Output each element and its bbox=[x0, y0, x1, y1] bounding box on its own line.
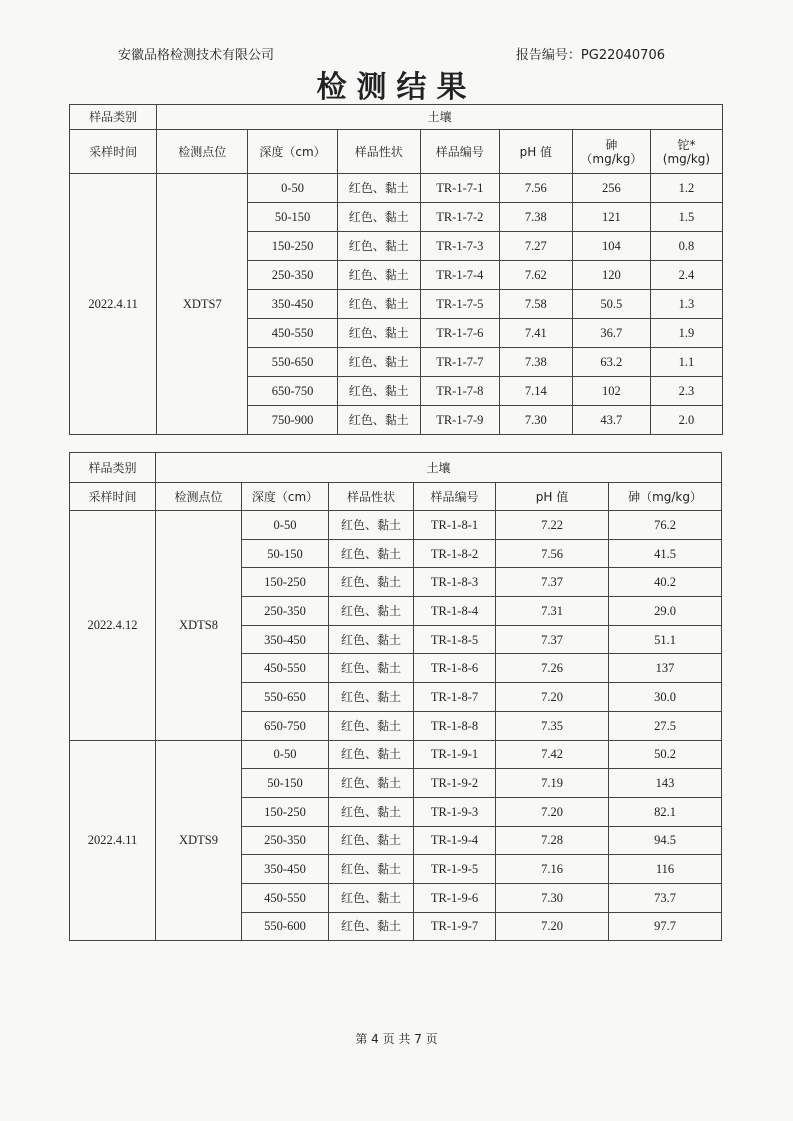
table-row bbox=[70, 174, 723, 203]
company-name: 安徽品格检测技术有限公司 bbox=[118, 48, 275, 63]
arsenic-cell: 29.0 bbox=[609, 597, 722, 626]
sample-id-cell: TR-1-8-7 bbox=[414, 683, 496, 712]
ph-cell: 7.27 bbox=[499, 232, 572, 261]
arsenic-cell: 51.1 bbox=[609, 625, 722, 654]
arsenic-cell: 143 bbox=[609, 769, 722, 798]
site-header: 检测点位 bbox=[156, 483, 242, 511]
description-cell: 红色、黏土 bbox=[329, 539, 414, 568]
description-cell: 红色、黏土 bbox=[329, 625, 414, 654]
sampling-time-header: 采样时间 bbox=[70, 483, 156, 511]
sample-id-cell: TR-1-9-7 bbox=[414, 912, 496, 941]
ph-cell: 7.58 bbox=[499, 290, 572, 319]
description-cell: 红色、黏土 bbox=[337, 348, 420, 377]
ph-cell: 7.62 bbox=[499, 261, 572, 290]
description-cell: 红色、黏土 bbox=[337, 203, 420, 232]
depth-cell: 50-150 bbox=[242, 769, 329, 798]
depth-cell: 150-250 bbox=[242, 797, 329, 826]
description-cell: 红色、黏土 bbox=[337, 261, 420, 290]
depth-cell: 450-550 bbox=[248, 319, 337, 348]
sample-id-cell: TR-1-7-3 bbox=[420, 232, 499, 261]
depth-cell: 250-350 bbox=[242, 597, 329, 626]
arsenic-cell: 120 bbox=[572, 261, 650, 290]
ph-cell: 7.37 bbox=[496, 568, 609, 597]
sample-id-cell: TR-1-7-5 bbox=[420, 290, 499, 319]
thallium-cell: 1.2 bbox=[650, 174, 722, 203]
ph-cell: 7.38 bbox=[499, 348, 572, 377]
arsenic-cell: 43.7 bbox=[572, 406, 650, 435]
thallium-cell: 1.1 bbox=[650, 348, 722, 377]
thallium-cell: 1.9 bbox=[650, 319, 722, 348]
table-row bbox=[70, 483, 722, 511]
ph-cell: 7.19 bbox=[496, 769, 609, 798]
sample-id-cell: TR-1-9-3 bbox=[414, 797, 496, 826]
sampling-site: XDTS9 bbox=[156, 740, 242, 941]
arsenic-cell: 36.7 bbox=[572, 319, 650, 348]
sample-id-cell: TR-1-8-1 bbox=[414, 511, 496, 540]
arsenic-header-name: 砷 bbox=[605, 137, 618, 152]
sample-id-cell: TR-1-7-7 bbox=[420, 348, 499, 377]
description-cell: 红色、黏土 bbox=[329, 855, 414, 884]
sample-id-cell: TR-1-9-6 bbox=[414, 883, 496, 912]
ph-cell: 7.16 bbox=[496, 855, 609, 884]
arsenic-cell: 27.5 bbox=[609, 711, 722, 740]
ph-cell: 7.30 bbox=[496, 883, 609, 912]
results-table-1 bbox=[69, 104, 723, 435]
ph-cell: 7.26 bbox=[496, 654, 609, 683]
thallium-header-unit: (mg/kg) bbox=[662, 151, 711, 166]
depth-cell: 450-550 bbox=[242, 883, 329, 912]
depth-cell: 350-450 bbox=[248, 290, 337, 319]
ph-cell: 7.38 bbox=[499, 203, 572, 232]
arsenic-cell: 256 bbox=[572, 174, 650, 203]
arsenic-header bbox=[572, 130, 650, 174]
sampling-date: 2022.4.12 bbox=[70, 511, 156, 741]
report-number: 报告编号：PG22040706 bbox=[515, 48, 665, 63]
sample-id-cell: TR-1-8-8 bbox=[414, 711, 496, 740]
ph-cell: 7.31 bbox=[496, 597, 609, 626]
arsenic-header-unit: （mg/kg） bbox=[580, 151, 643, 166]
depth-cell: 50-150 bbox=[248, 203, 337, 232]
thallium-header-name: 铊* bbox=[677, 137, 696, 152]
thallium-header bbox=[650, 130, 722, 174]
arsenic-cell: 121 bbox=[572, 203, 650, 232]
category-label: 样品类别 bbox=[70, 105, 157, 130]
arsenic-cell: 41.5 bbox=[609, 539, 722, 568]
depth-cell: 550-650 bbox=[242, 683, 329, 712]
arsenic-cell: 137 bbox=[609, 654, 722, 683]
description-cell: 红色、黏土 bbox=[329, 883, 414, 912]
sample-id-cell: TR-1-9-1 bbox=[414, 740, 496, 769]
ph-header: pH 值 bbox=[496, 483, 609, 511]
site-header: 检测点位 bbox=[157, 130, 248, 174]
arsenic-cell: 97.7 bbox=[609, 912, 722, 941]
table-row bbox=[70, 453, 722, 483]
sample-id-cell: TR-1-7-4 bbox=[420, 261, 499, 290]
category-label: 样品类别 bbox=[70, 453, 156, 483]
sample-id-cell: TR-1-7-6 bbox=[420, 319, 499, 348]
ph-cell: 7.14 bbox=[499, 377, 572, 406]
description-cell: 红色、黏土 bbox=[337, 290, 420, 319]
arsenic-cell: 50.5 bbox=[572, 290, 650, 319]
table-row bbox=[70, 511, 722, 540]
arsenic-cell: 82.1 bbox=[609, 797, 722, 826]
description-cell: 红色、黏土 bbox=[337, 406, 420, 435]
sample-id-cell: TR-1-8-5 bbox=[414, 625, 496, 654]
depth-cell: 650-750 bbox=[248, 377, 337, 406]
ph-cell: 7.28 bbox=[496, 826, 609, 855]
arsenic-cell: 94.5 bbox=[609, 826, 722, 855]
arsenic-header: 砷（mg/kg） bbox=[609, 483, 722, 511]
depth-cell: 0-50 bbox=[242, 511, 329, 540]
sample-id-cell: TR-1-7-9 bbox=[420, 406, 499, 435]
ph-cell: 7.20 bbox=[496, 683, 609, 712]
thallium-cell: 0.8 bbox=[650, 232, 722, 261]
description-cell: 红色、黏土 bbox=[337, 232, 420, 261]
depth-cell: 350-450 bbox=[242, 625, 329, 654]
sampling-date: 2022.4.11 bbox=[70, 740, 156, 941]
arsenic-cell: 30.0 bbox=[609, 683, 722, 712]
sampling-date: 2022.4.11 bbox=[70, 174, 157, 435]
description-header: 样品性状 bbox=[337, 130, 420, 174]
description-cell: 红色、黏土 bbox=[329, 654, 414, 683]
sampling-site: XDTS7 bbox=[157, 174, 248, 435]
sample-id-cell: TR-1-9-2 bbox=[414, 769, 496, 798]
thallium-cell: 2.3 bbox=[650, 377, 722, 406]
description-cell: 红色、黏土 bbox=[329, 912, 414, 941]
table-row bbox=[70, 130, 723, 174]
sample-id-cell: TR-1-7-2 bbox=[420, 203, 499, 232]
depth-cell: 350-450 bbox=[242, 855, 329, 884]
arsenic-cell: 40.2 bbox=[609, 568, 722, 597]
arsenic-cell: 73.7 bbox=[609, 883, 722, 912]
ph-cell: 7.56 bbox=[499, 174, 572, 203]
ph-cell: 7.56 bbox=[496, 539, 609, 568]
description-cell: 红色、黏土 bbox=[329, 797, 414, 826]
sample-id-cell: TR-1-9-5 bbox=[414, 855, 496, 884]
sampling-time-header: 采样时间 bbox=[70, 130, 157, 174]
sample-id-cell: TR-1-7-8 bbox=[420, 377, 499, 406]
thallium-cell: 2.0 bbox=[650, 406, 722, 435]
sampling-site: XDTS8 bbox=[156, 511, 242, 741]
depth-cell: 550-650 bbox=[248, 348, 337, 377]
page-footer: 第 4 页 共 7 页 bbox=[355, 1032, 438, 1046]
depth-cell: 650-750 bbox=[242, 711, 329, 740]
arsenic-cell: 102 bbox=[572, 377, 650, 406]
arsenic-cell: 76.2 bbox=[609, 511, 722, 540]
description-header: 样品性状 bbox=[329, 483, 414, 511]
results-table-2 bbox=[69, 452, 722, 941]
ph-cell: 7.35 bbox=[496, 711, 609, 740]
description-cell: 红色、黏土 bbox=[329, 740, 414, 769]
description-cell: 红色、黏土 bbox=[337, 377, 420, 406]
thallium-cell: 2.4 bbox=[650, 261, 722, 290]
arsenic-cell: 104 bbox=[572, 232, 650, 261]
sample-id-cell: TR-1-7-1 bbox=[420, 174, 499, 203]
description-cell: 红色、黏土 bbox=[329, 597, 414, 626]
sample-id-header: 样品编号 bbox=[420, 130, 499, 174]
depth-cell: 50-150 bbox=[242, 539, 329, 568]
description-cell: 红色、黏土 bbox=[329, 826, 414, 855]
ph-cell: 7.42 bbox=[496, 740, 609, 769]
sample-id-header: 样品编号 bbox=[414, 483, 496, 511]
table-row bbox=[70, 105, 723, 130]
thallium-cell: 1.5 bbox=[650, 203, 722, 232]
sample-id-cell: TR-1-8-2 bbox=[414, 539, 496, 568]
description-cell: 红色、黏土 bbox=[337, 174, 420, 203]
depth-cell: 150-250 bbox=[242, 568, 329, 597]
arsenic-cell: 63.2 bbox=[572, 348, 650, 377]
ph-cell: 7.37 bbox=[496, 625, 609, 654]
ph-cell: 7.22 bbox=[496, 511, 609, 540]
category-value: 土壤 bbox=[157, 105, 723, 130]
description-cell: 红色、黏土 bbox=[329, 711, 414, 740]
ph-cell: 7.30 bbox=[499, 406, 572, 435]
depth-cell: 150-250 bbox=[248, 232, 337, 261]
depth-header: 深度（cm） bbox=[248, 130, 337, 174]
description-cell: 红色、黏土 bbox=[329, 511, 414, 540]
page-title: 检测结果 bbox=[316, 70, 477, 105]
depth-cell: 0-50 bbox=[248, 174, 337, 203]
depth-cell: 450-550 bbox=[242, 654, 329, 683]
ph-cell: 7.41 bbox=[499, 319, 572, 348]
sample-id-cell: TR-1-8-3 bbox=[414, 568, 496, 597]
arsenic-cell: 116 bbox=[609, 855, 722, 884]
depth-cell: 250-350 bbox=[242, 826, 329, 855]
depth-cell: 750-900 bbox=[248, 406, 337, 435]
depth-cell: 550-600 bbox=[242, 912, 329, 941]
description-cell: 红色、黏土 bbox=[329, 769, 414, 798]
arsenic-cell: 50.2 bbox=[609, 740, 722, 769]
description-cell: 红色、黏土 bbox=[329, 683, 414, 712]
category-value: 土壤 bbox=[156, 453, 722, 483]
depth-cell: 250-350 bbox=[248, 261, 337, 290]
description-cell: 红色、黏土 bbox=[337, 319, 420, 348]
sample-id-cell: TR-1-9-4 bbox=[414, 826, 496, 855]
description-cell: 红色、黏土 bbox=[329, 568, 414, 597]
sample-id-cell: TR-1-8-4 bbox=[414, 597, 496, 626]
thallium-cell: 1.3 bbox=[650, 290, 722, 319]
table-row bbox=[70, 740, 722, 769]
ph-cell: 7.20 bbox=[496, 797, 609, 826]
sample-id-cell: TR-1-8-6 bbox=[414, 654, 496, 683]
depth-header: 深度（cm） bbox=[242, 483, 329, 511]
ph-cell: 7.20 bbox=[496, 912, 609, 941]
depth-cell: 0-50 bbox=[242, 740, 329, 769]
ph-header: pH 值 bbox=[499, 130, 572, 174]
